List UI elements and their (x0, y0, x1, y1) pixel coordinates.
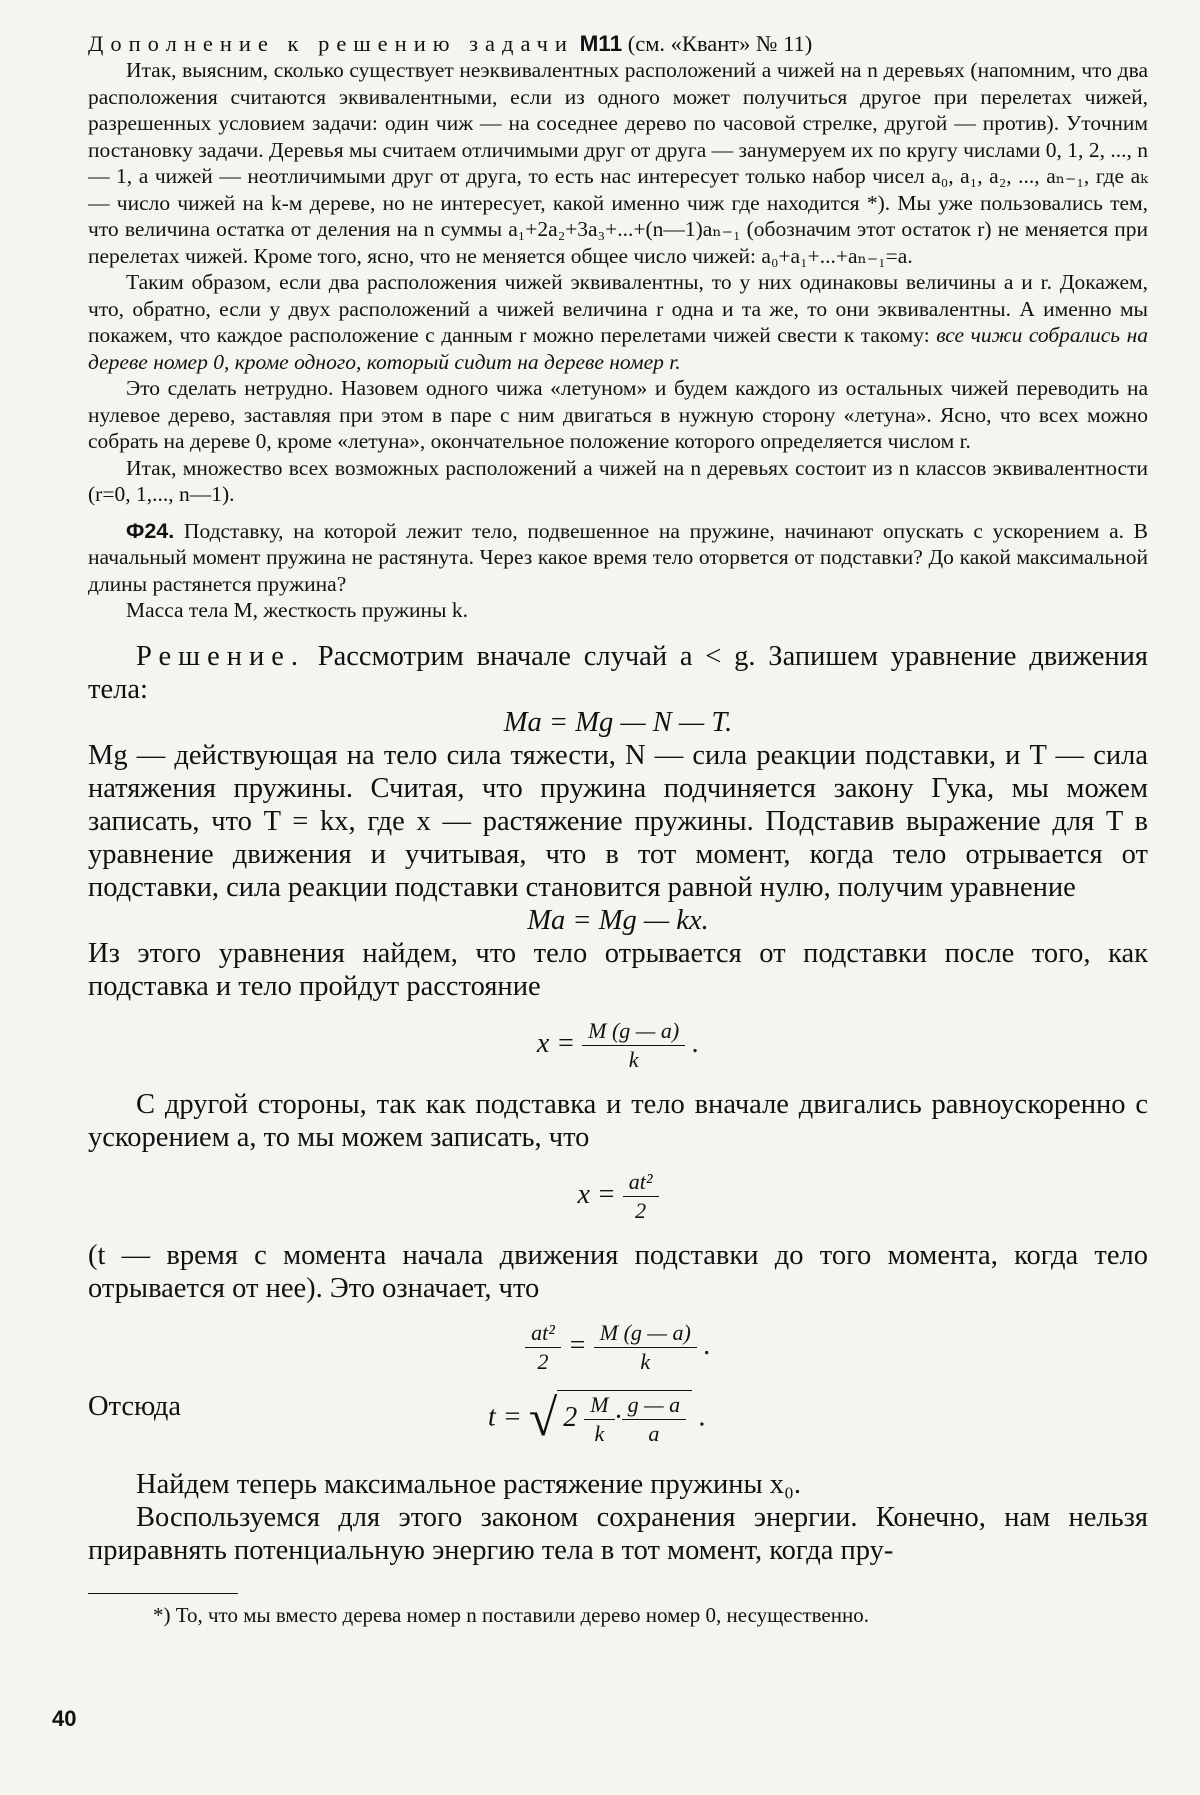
solution-section (88, 640, 1148, 1567)
solution-intro-text: Рассмотрим вначале случай a < g. Запишем уравнение движения тела: (88, 640, 1148, 705)
sqrt-sign: √ (528, 1389, 558, 1447)
equation-6-numerator-1: M (584, 1391, 614, 1420)
sqrt-radicand: 2 $\frac{M}{k}$ · $\frac{g — a}{a}$ (557, 1390, 692, 1448)
supplement-paragraph-1: Итак, выясним, сколько существует неэквивалентных расположений a чижей на n деревьях (напомним, что два расположения считаются эквивалентными, если из одного может получиться другое при перелетах чижей, разрешенных условием задачи: один чиж — на соседнее дерево по часовой стрелке, другой — против). Уточним постановку задачи. Деревья мы считаем отличимыми друг от друга — занумеруем их по кругу числами 0, 1, 2, ..., n — 1, а чижей — неотличимыми друг от друга, то есть нас интересует только набор чисел a₀, a₁, a₂, ..., aₙ₋₁, где aₖ — число чижей на k-м дереве, но не интересует, какой именно чиж где находится *). Мы уже пользовались тем, что величина остатка от деления на n суммы a₁+2a₂+3a₃+...+(n—1)aₙ₋₁ (обозначим этот остаток r) не меняется при перелетах чижей. Кроме того, ясно, что не меняется общее число чижей: a₀+a₁+...+aₙ₋₁=a. (88, 58, 1148, 268)
equation-6-fraction-1 (584, 1391, 614, 1448)
supplement-title: Дополнение к решению задачи (88, 31, 574, 56)
supplement-paragraph-3: Это сделать нетрудно. Назовем одного чижа «летуном» и будем каждого из остальных чижей переводить на нулевое дерево, заставляя при этом в паре с ним двигаться в нужную сторону «летуна». Ясно, что всех можно собрать на дереве 0, кроме «летуна», окончательное положение которого определяется числом r. (88, 376, 1148, 453)
equation-3-denominator: k (628, 1046, 639, 1072)
problem-text: Подставку, на которой лежит тело, подвешенное на пружине, начинают опускать с ускорением a. В начальный момент пружина не растянута. Через какое время тело оторвется от подставки? До какой максимальной длины растянется пружина? (88, 518, 1149, 596)
equation-5-left-denominator: 2 (537, 1348, 549, 1374)
equation-6-numerator-2: g — a (622, 1391, 687, 1420)
equation-1: Ma = Mg — N — T. (503, 706, 733, 738)
problem-given: Масса тела M, жесткость пружины k. (126, 598, 468, 622)
equation-4-lhs: x = (577, 1178, 616, 1210)
equation-6-expression: t = √ 2 $\frac{M}{k}$ · $\frac{g — a}{a}$ . (488, 1389, 707, 1447)
solution-paragraph-3: Из этого уравнения найдем, что тело отрывается от подставки после того, как подставка и тело пройдут расстояние (88, 937, 1148, 1002)
supplement-heading (88, 30, 1148, 57)
supplement-problem-code: М11 (579, 31, 623, 56)
equation-6-row (88, 1390, 1148, 1468)
supplement-paragraph-4: Итак, множество всех возможных расположений a чижей на n деревьях состоит из n классов эквивалентности (r=0, 1,..., n—1). (88, 455, 1148, 506)
equation-6-denominator-2: a (648, 1420, 660, 1446)
page (88, 30, 1148, 1628)
solution-intro (88, 640, 1148, 706)
solution-paragraph-4: С другой стороны, так как подставка и тело вначале двигались равноускоренно с ускорением a, то мы можем записать, что (88, 1088, 1148, 1153)
otsyuda-label: Отсюда (88, 1390, 182, 1422)
solution-paragraph-2: Mg — действующая на тело сила тяжести, N — сила реакции подставки, и T — сила натяжения пружины. Считая, что пружина подчиняется закону Гука, мы можем записать, что T = kx, где x — растяжение пружины. Подставив выражение для T в уравнение движения и учитывая, что в тот момент, когда тело отрывается от подставки, сила реакции подставки становится равной нулю, получим уравнение (88, 739, 1148, 903)
equation-3-fraction (582, 1017, 685, 1074)
equation-3-lhs: x = (536, 1027, 576, 1059)
equation-4-numerator: at² (623, 1168, 659, 1197)
equation-3: x = $\frac{M (g — a)}{k}$ . (536, 1017, 700, 1072)
equation-5-right-denominator: k (640, 1348, 651, 1374)
footnote: *) То, что мы вместо дерева номер n поставили дерево номер 0, несущественно. (153, 1602, 869, 1627)
solution-paragraph-6: Найдем теперь максимальное растяжение пружины x₀. (136, 1468, 802, 1500)
supplement-section (88, 30, 1148, 624)
equation-5: $\frac{\text{at²}}{2}$ = $\frac{M (g — a)}{k}$ . (88, 1319, 1148, 1376)
problem-code: Ф24. (126, 518, 175, 543)
supplement-reference: (см. «Квант» № 11) (627, 31, 813, 56)
equation-5-left-fraction (525, 1319, 561, 1376)
equation-6-coefficient: 2 (563, 1401, 578, 1433)
equation-6-denominator-1: k (594, 1420, 605, 1446)
footnote-rule (88, 1593, 238, 1594)
equation-4-fraction (623, 1168, 659, 1225)
equation-3-numerator: M (g — a) (582, 1017, 685, 1046)
equation-4 (88, 1168, 1148, 1225)
equation-5-right-fraction (594, 1319, 697, 1376)
equation-2: Ma = Mg — kx. (527, 904, 709, 936)
supplement-paragraph-2-text: Таким образом, если два расположения чижей эквивалентны, то у них одинаковы величины a и r. Докажем, что, обратно, если у двух расположений a чижей величина r одна и та же, то они эквивалентны. А именно мы покажем, что каждое расположение с данным r можно перелетами чижей свести к такому: (88, 270, 1148, 347)
solution-paragraph-5: (t — время с момента начала движения подставки до того момента, когда тело отрывается от нее). Это означает, что (88, 1239, 1148, 1304)
problem-statement (88, 518, 1148, 598)
solution-paragraph-7: Воспользуемся для этого законом сохранения энергии. Конечно, нам нельзя приравнять потенциальную энергию тела в тот момент, когда пру- (88, 1501, 1148, 1566)
equation-5-right-numerator: M (g — a) (594, 1319, 697, 1348)
equation-4-denominator: 2 (635, 1197, 647, 1223)
equation-6-lhs: t = (488, 1400, 522, 1432)
page-number: 40 (52, 1706, 77, 1731)
equation-5-left-numerator: at² (525, 1319, 561, 1348)
equation-6-fraction-2 (622, 1391, 687, 1448)
supplement-paragraph-2 (88, 269, 1148, 375)
supplement-paragraph-2-italic: все чижи собрались на дереве номер 0, кроме одного, который сидит на дереве номер r. (88, 323, 1149, 374)
solution-label: Решение. (136, 640, 305, 672)
equation-6 (488, 1390, 706, 1448)
